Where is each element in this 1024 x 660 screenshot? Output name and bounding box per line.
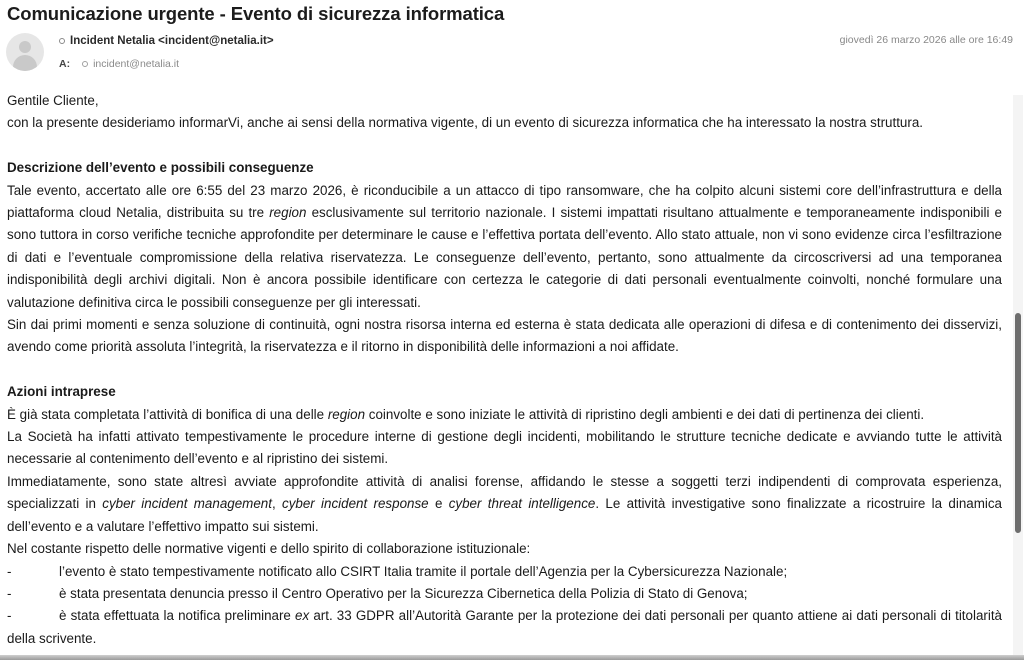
intro-paragraph: con la presente desideriamo informarVi, anche ai sensi della normativa vigente, di un evento di sicurezza informatica che ha interessato la nostra struttura. [7,115,924,131]
list-item: - l’evento è stato tempestivamente notificato allo CSIRT Italia tramite il portale dell’Agenzia per la Cybersicurezza Nazionale; [7,563,788,579]
actions-paragraph-4: Nel costante rispetto delle normative vigenti e dello spirito di collaborazione istituzionale: [7,541,531,557]
contact-dot-icon [59,38,65,44]
window-bottom-edge [0,655,1024,660]
actions-paragraph-1: È già stata completata l’attività di bonifica di una delle region coinvolte e sono iniziate le attività di ripristino degli ambienti e dei dati di pertinenza dei clienti. [7,406,925,422]
recipient-row [59,58,179,70]
recipient-address[interactable]: incident@netalia.it [93,58,180,70]
description-paragraph-1: Tale evento, accertato alle ore 6:55 del 23 marzo 2026, è riconducibile a un attacco di tipo ransomware, che ha colpito alcuni sistemi core dell’infrastruttura e della piattaforma cloud Netalia, distribuita su tre region esclusivamente sul territorio nazionale. I sistemi impattati risultano attualmente e temporaneamente indisponibili e sono tuttora in corso verifiche tecniche approfondite per determinare le cause e l’effettiva portata dell’evento. Allo stato attuale, non vi sono evidenze circa l’esfiltrazione di dati e l’eventuale compromissione della relativa riservatezza. Le conseguenze dell’evento, pertanto, sono attualmente da circoscriversi ad una temporanea indisponibilità degli archivi digitali. Non è ancora possibile identificare con certezza le categorie di dati personali eventualmente coinvolti, nonché formulare una valutazione definitiva circa le possibili conseguenze per gli interessati. [7,182,1002,310]
greeting: Gentile Cliente, [7,93,99,108]
description-paragraph-2: Sin dai primi momenti e senza soluzione di continuità, ogni nostra risorsa interna ed esterna è stata dedicata alle operazioni di difesa e di contenimento dei disservizi, avendo come priorità assoluta l’integrità, la riservatezza e il ritorno in disponibilità delle informazioni a noi affidate. [7,317,1002,355]
scrollbar-thumb[interactable] [1015,313,1021,533]
sender-name[interactable]: Incident Netalia <incident@netalia.it> [70,35,274,47]
list-item: - è stata presentata denuncia presso il Centro Operativo per la Sicurezza Cibernetica della Polizia di Stato di Genova; [7,585,748,601]
list-item: - è stata effettuata la notifica preliminare ex art. 33 GDPR all’Autorità Garante per la protezione dei dati personali per quanto attiene ai dati personali di titolarità della scrivente. [7,608,1002,646]
section-heading-description: Descrizione dell’evento e possibili conseguenze [7,160,314,176]
to-label: A: [59,58,71,70]
section-heading-actions: Azioni intraprese [7,384,116,400]
email-date: giovedì 26 marzo 2026 alle ore 16:49 [839,34,1013,46]
sender-avatar-icon [6,33,44,71]
email-subject: Comunicazione urgente - Evento di sicurezza informatica [7,3,505,24]
sender-row[interactable] [59,35,274,47]
contact-dot-icon [82,61,88,67]
actions-paragraph-2: La Società ha infatti attivato tempestivamente le procedure interne di gestione degli incidenti, mobilitando le strutture tecniche dedicate e avviando tutte le attività necessarie al contenimento dell’evento e al ripristino dei sistemi. [7,429,1002,467]
actions-paragraph-3: Immediatamente, sono state altresì avviate approfondite attività di analisi forense, affidando le stesse a soggetti terzi indipendenti di comprovata esperienza, specializzati in cyber incident management, cyber incident response e cyber threat intelligence. Le attività investigative sono finalizzate a ricostruire la dinamica dell’evento e a valutare l’effettivo impatto sui sistemi. [7,473,1003,534]
email-body [7,90,1002,650]
